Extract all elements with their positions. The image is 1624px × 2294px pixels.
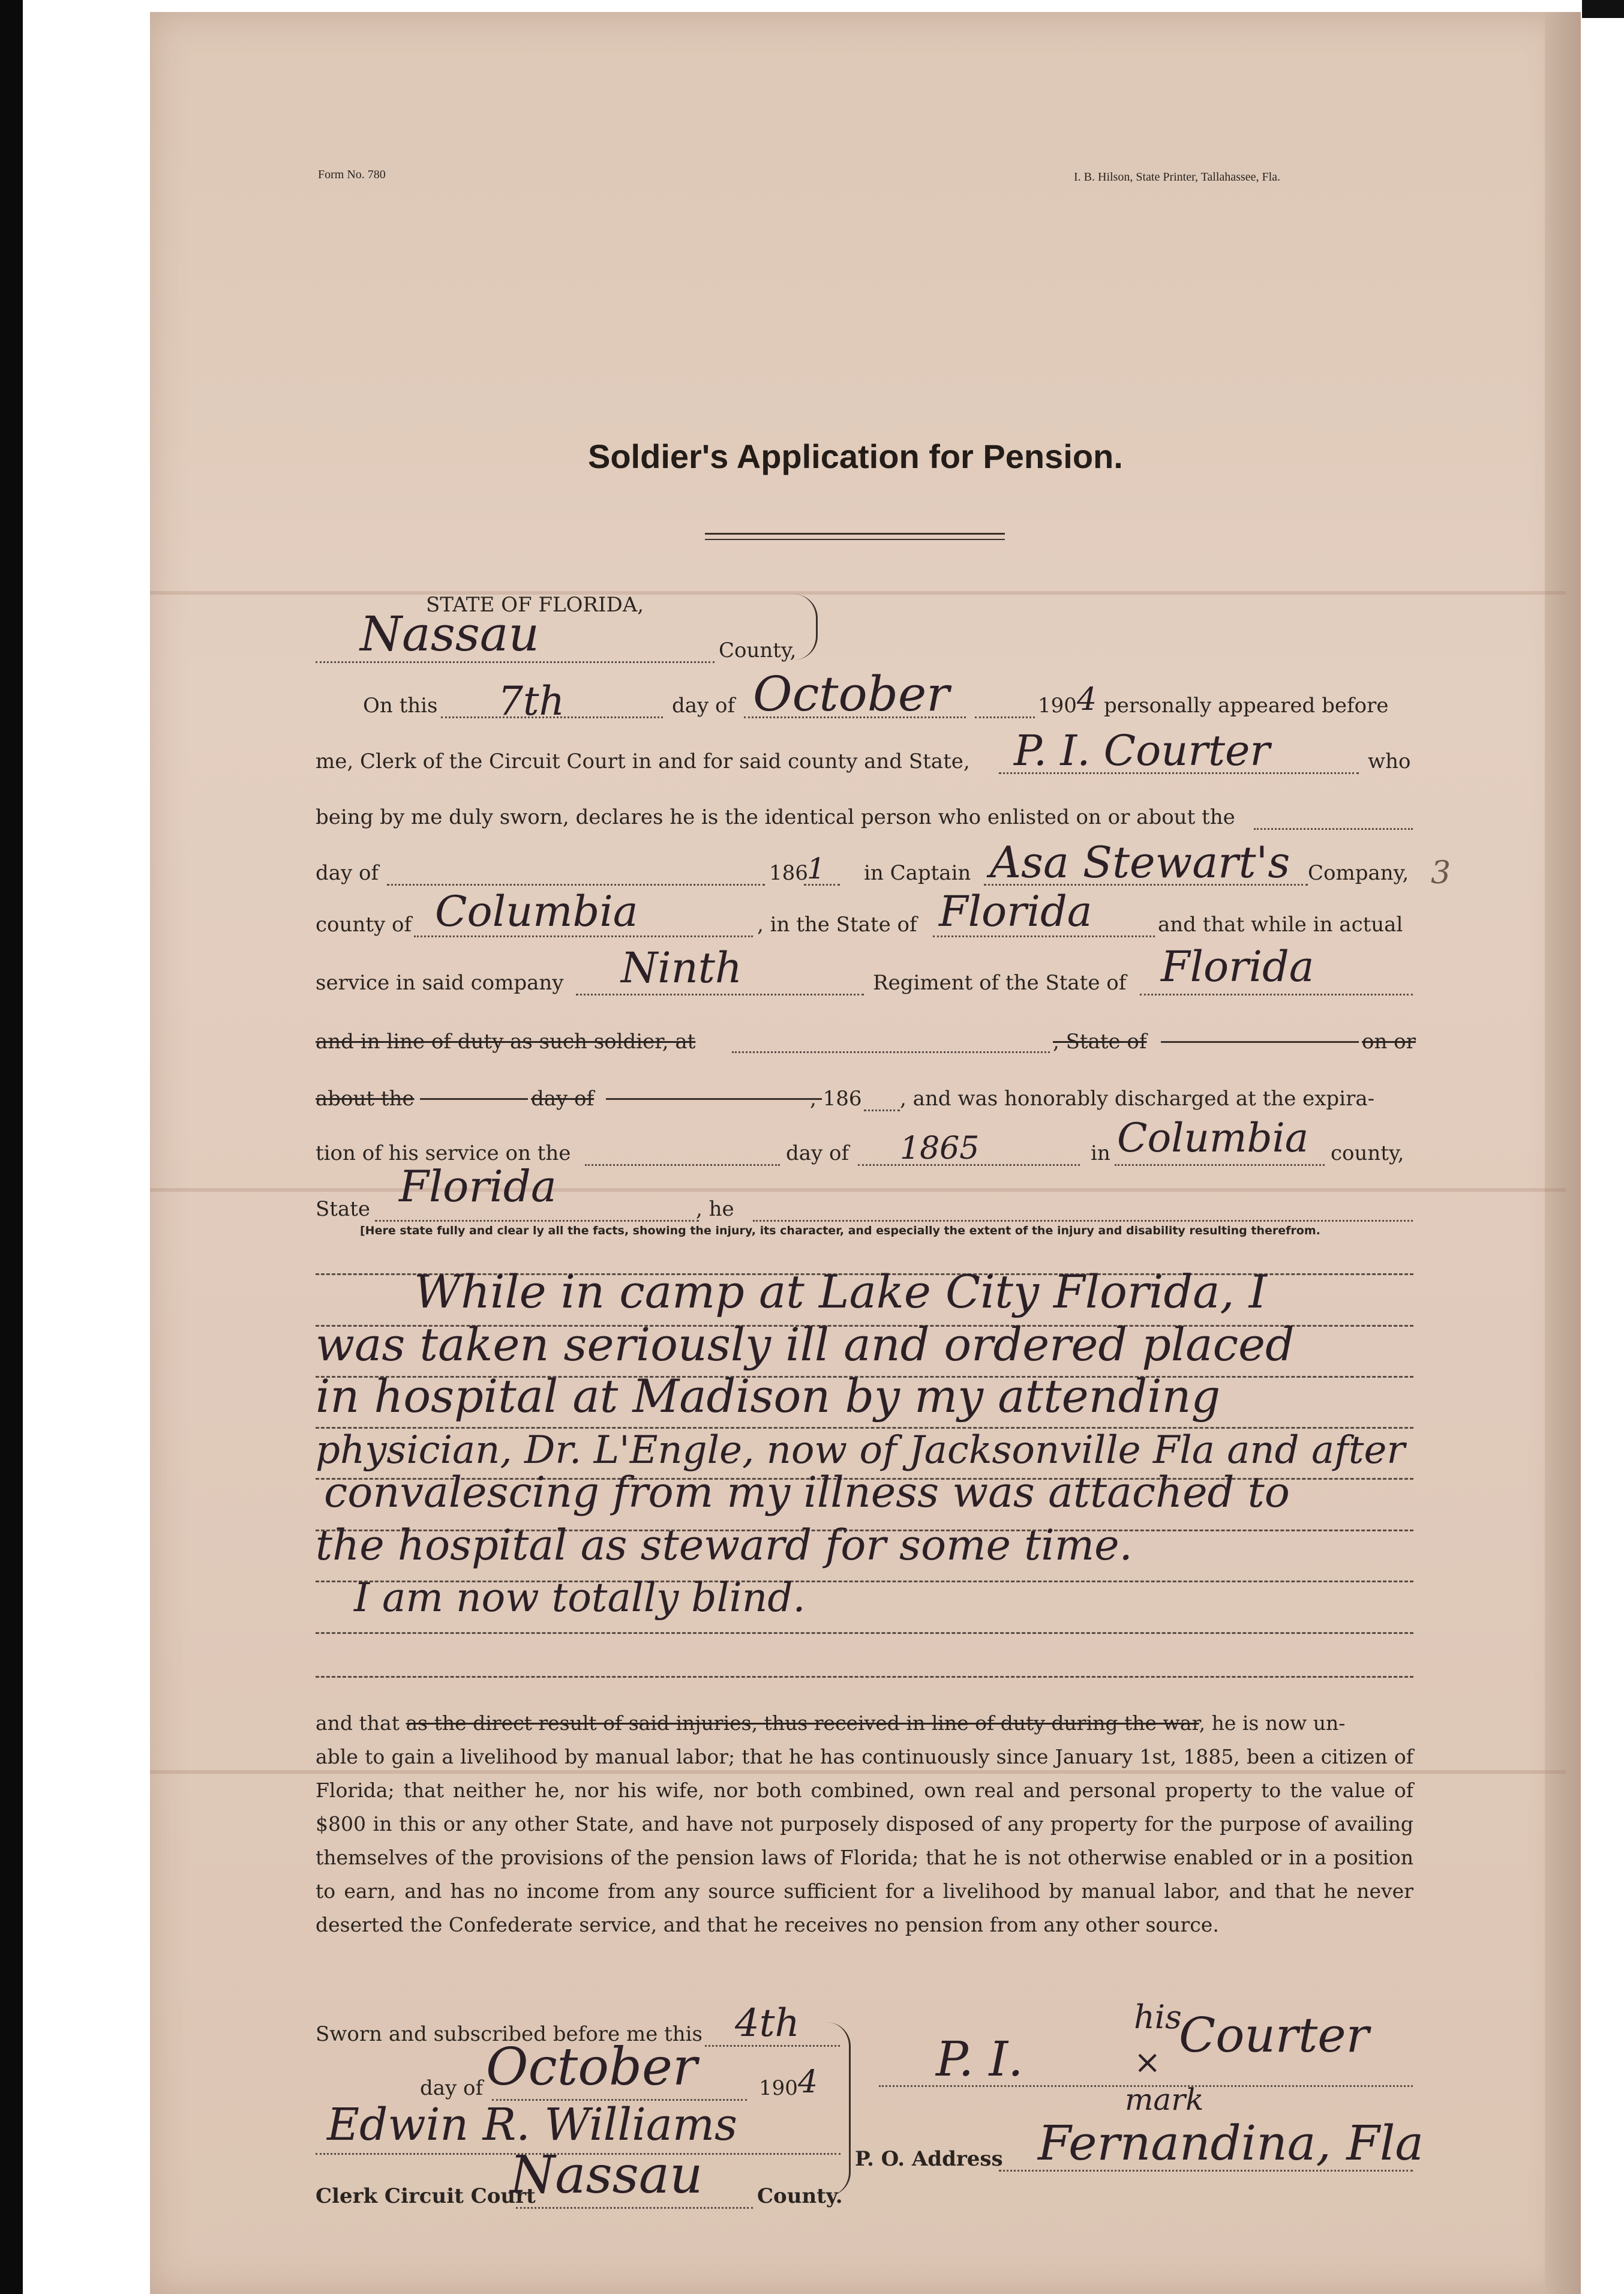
mark-x: × [1134, 2043, 1161, 2081]
regiment-line [576, 994, 864, 995]
state-label: STATE OF FLORIDA, [426, 593, 644, 617]
applicant-name: P. I. Courter [1014, 726, 1270, 775]
struck-place-line [732, 1051, 1050, 1053]
captain-value: Asa Stewart's [990, 837, 1290, 887]
struck-day-of: day of [531, 1087, 595, 1111]
mark-his: his [1134, 1998, 1182, 2036]
company-label: Company, [1308, 861, 1409, 885]
mark-word: mark [1125, 2082, 1204, 2117]
statement-line-4: physician, Dr. L'Engle, now of Jacksonville Fla and after [316, 1428, 1405, 1473]
title-rule [705, 539, 1005, 540]
clerk-label: Clerk Circuit Court [316, 2184, 536, 2208]
while-actual-label: and that while in actual [1158, 913, 1403, 937]
statement-line-6: the hospital as steward for some time. [316, 1521, 1133, 1570]
enlist-day-line [1254, 828, 1413, 830]
month-value: October [753, 666, 950, 722]
tion-text: tion of his service on the [316, 1141, 571, 1165]
discharge-county-value: Columbia [1117, 1115, 1309, 1161]
statement-line-7: I am now totally blind. [354, 1575, 806, 1621]
in-word: in [1091, 1141, 1110, 1165]
and-that: and that [316, 1711, 400, 1735]
jurat-month-value: October [486, 2037, 698, 2097]
year-186-line [864, 1109, 900, 1111]
statement-rule [316, 1676, 1413, 1678]
county-line [316, 661, 715, 663]
page-title: Soldier's Application for Pension. [588, 437, 1123, 475]
paper-edge [1545, 12, 1581, 2294]
form-number: Form No. 780 [318, 168, 386, 181]
year-prefix: 190 [1038, 694, 1077, 718]
clerk-county-value: Nassau [510, 2145, 703, 2205]
regiment-state-value: Florida [1161, 942, 1314, 991]
closing-first-line [316, 1711, 1345, 1735]
discharge-day-line [585, 1164, 780, 1166]
strike-rule [1161, 1041, 1359, 1043]
struck-injury-clause: as the direct result of said injuries, thus received in line of duty during the war [406, 1711, 1199, 1735]
margin-mark: 3 [1431, 855, 1451, 891]
jurat-day-value: 4th [735, 2001, 800, 2046]
printer-credit: I. B. Hilson, State Printer, Tallahassee, Fla. [1074, 170, 1281, 184]
statement-line-1: While in camp at Lake City Florida, I [414, 1265, 1267, 1318]
jurat-label: Sworn and subscribed before me this [316, 2022, 703, 2046]
regiment-value: Ninth [621, 943, 742, 992]
closing-paragraph: able to gain a livelihood by manual labor; that he has continuously since January 1st, 1885, been a citizen of Florida; that neither he, nor his wife, nor both combined, own real and personal property to the value of $800 in this or any other State, and have not purposely disposed of any property for the purpose of availing themselves of the provisions of the pension laws of Florida; that he is not otherwise enabled or in a position to earn, and has no income from any source sufficient for a livelihood by manual labor, and that he never deserted the Confederate service, and that he receives no pension from any other source. [316, 1745, 1413, 1936]
enlist-year-prefix: 186 [769, 861, 808, 885]
venue-county-value: Nassau [360, 606, 540, 662]
struck-line-1: and in line of duty as such soldier, at [316, 1030, 696, 1054]
year-lead [975, 716, 1035, 718]
day-of-label-3: day of [786, 1141, 849, 1165]
instruction-note: [Here state fully and clear ly all the facts, showing the injury, its character, and especially the extent of the injury and disability resulting therefrom. [360, 1224, 1320, 1237]
jurat-year-prefix: 190 [759, 2076, 798, 2100]
enlist-state-value: Florida [939, 887, 1092, 936]
closing-rest: , he is now un- [1199, 1711, 1346, 1735]
clerk-signature: Edwin R. Williams [327, 2099, 738, 2151]
appeared-label: personally appeared before [1104, 694, 1389, 718]
discharged-text: , and was honorably discharged at the expira- [900, 1087, 1375, 1111]
scan-border-left [0, 0, 23, 2294]
scan-border-top-right [1582, 0, 1624, 18]
he-word: , he [696, 1197, 734, 1221]
in-state-label: , in the State of [757, 913, 917, 937]
he-line [753, 1220, 1413, 1222]
clerk-county-line [516, 2207, 753, 2209]
jurat-year-suffix: 4 [798, 2064, 818, 2100]
applicant-signature-right: Courter [1179, 2007, 1369, 2063]
enlist-month-line [387, 884, 765, 886]
jurat-day-of: day of [420, 2076, 484, 2100]
po-address-value: Fernandina, Fla [1038, 2115, 1424, 2171]
discharge-state-value: Florida [399, 1161, 557, 1212]
struck-state-of: , State of [1053, 1030, 1147, 1054]
discharge-year-value: 1865 [900, 1130, 980, 1167]
po-address-label: P. O. Address [855, 2147, 1003, 2171]
clerk-text: me, Clerk of the Circuit Court in and for said county and State, [316, 749, 970, 773]
discharge-state-line [375, 1220, 699, 1222]
statement-line-5: convalescing from my illness was attached to [324, 1468, 1290, 1517]
who-label: who [1368, 749, 1411, 773]
statement-line-2: was taken seriously ill and ordered placed [316, 1318, 1295, 1371]
fold-line [150, 591, 1566, 595]
struck-about: about the [316, 1087, 415, 1111]
enlist-year-suffix: 1 [807, 852, 825, 886]
captain-label: in Captain [864, 861, 971, 885]
strike-rule [606, 1098, 822, 1100]
regiment-state-line [1140, 994, 1413, 995]
day-of-label: day of [672, 694, 736, 718]
county-label-2: County. [757, 2184, 843, 2208]
year-186: , 186 [810, 1087, 862, 1111]
year-suffix: 4 [1077, 682, 1097, 718]
statement-rule [316, 1632, 1413, 1634]
fold-line [150, 1188, 1566, 1192]
jurat-brace [822, 2022, 851, 2196]
enlist-year-line [804, 884, 840, 886]
applicant-signature-left: P. I. [936, 2031, 1023, 2087]
enlist-county-value: Columbia [435, 887, 638, 936]
county-word: county, [1331, 1141, 1404, 1165]
regiment-label: Regiment of the State of [873, 971, 1127, 995]
day-of-label-2: day of [316, 861, 379, 885]
day-value: 7th [498, 678, 565, 724]
statement-line-3: in hospital at Madison by my attending [316, 1369, 1221, 1423]
sworn-text: being by me duly sworn, declares he is the identical person who enlisted on or about the [316, 805, 1235, 829]
service-label: service in said company [316, 971, 564, 995]
strike-rule [420, 1098, 528, 1100]
title-rule [705, 533, 1005, 535]
struck-on-or: on or [1362, 1030, 1416, 1054]
county-of-label: county of [316, 913, 412, 937]
county-label: County, [719, 638, 797, 662]
state-word: State [316, 1197, 371, 1221]
discharge-county-line [1115, 1164, 1325, 1166]
on-this-label: On this [363, 694, 438, 718]
